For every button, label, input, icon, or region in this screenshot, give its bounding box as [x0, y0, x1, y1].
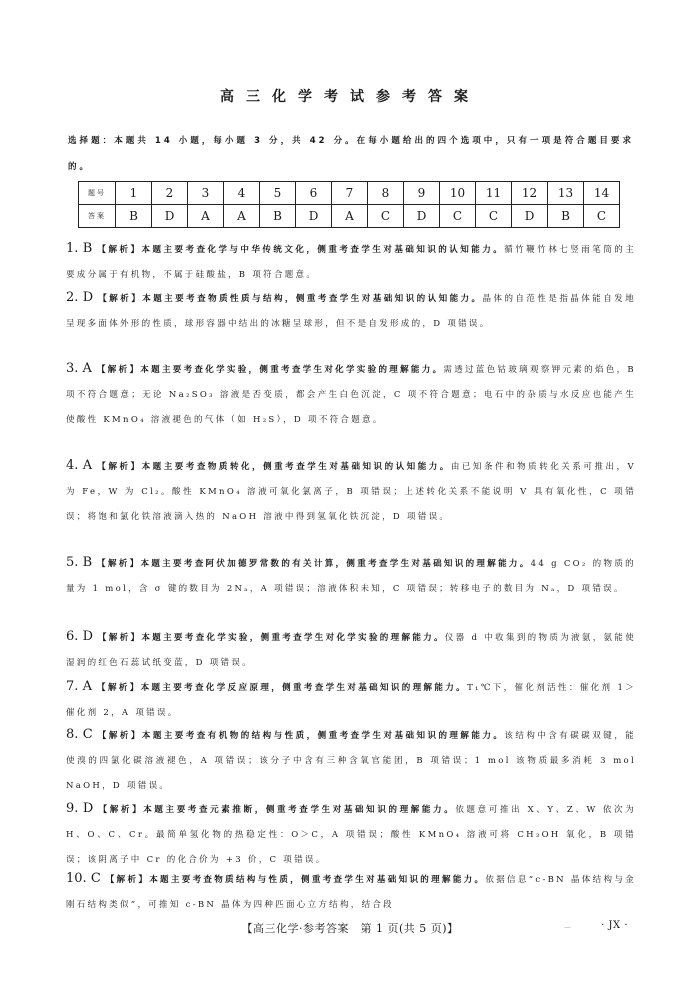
- item-number: 5. B: [66, 555, 93, 570]
- item-number: 6. D: [66, 629, 93, 644]
- answer-cell: A: [224, 205, 260, 228]
- page-footer: [0, 920, 700, 936]
- explanation-item-3: [66, 356, 636, 433]
- answer-cell: C: [584, 205, 620, 228]
- item-lead: 本题主要考查物质性质与结构，侧重考查学生对基础知识的认知能力。: [142, 294, 483, 304]
- explanation-item-1: [66, 236, 636, 288]
- answer-cell: D: [296, 205, 332, 228]
- item-body: 依题意可推出 X、Y、Z、W 依次为 H、O、C、Cr。最简单氢化物的热稳定性：O＞C，A 项错误；酸性 KMnO₄ 溶液可将 CH₃OH 氧化，B 项错误；该阴离子中 Cr 的化合价为 +3 价，C 项错误。: [66, 805, 636, 865]
- item-number: 7. A: [66, 679, 93, 694]
- item-lead: 本题主要考查阿伏加德罗常数的有关计算，侧重考查学生对基础知识的理解能力。: [140, 559, 531, 569]
- answer-cell: A: [332, 205, 368, 228]
- item-number: 4. A: [66, 458, 93, 473]
- question-number: 4: [224, 182, 260, 205]
- item-number: 3. A: [66, 361, 92, 376]
- analysis-tag: 【解析】: [98, 633, 142, 643]
- question-number: 8: [368, 182, 404, 205]
- explanation-item-10: [66, 866, 636, 916]
- analysis-tag: 【解析】: [97, 683, 141, 693]
- item-body: 晶体的自范性是指晶体能自发地呈现多面体外形的性质，球形容器中结出的冰糖呈球形，但不是自发形成的，D 项错误。: [66, 294, 636, 329]
- explanation-item-9: [66, 796, 636, 873]
- item-body: T₁℃下，催化剂活性：催化剂 1＞催化剂 2，A 项错误。: [66, 683, 636, 718]
- item-number: 2. D: [66, 290, 94, 305]
- answer-cell: A: [188, 205, 224, 228]
- question-number: 6: [296, 182, 332, 205]
- item-lead: 本题主要考查化学与中华传统文化，侧重考查学生对基础知识的认知能力。: [141, 245, 505, 255]
- explanation-item-8: [66, 722, 636, 799]
- question-number: 1: [116, 182, 152, 205]
- footer-mark: －: [563, 923, 572, 932]
- analysis-tag: 【解析】: [96, 365, 141, 375]
- explanation-item-4: [66, 453, 636, 530]
- analysis-tag: 【解析】: [97, 462, 142, 472]
- question-number: 9: [404, 182, 440, 205]
- answer-cell: C: [440, 205, 476, 228]
- explanation-item-2: [66, 285, 636, 337]
- question-number: 10: [440, 182, 476, 205]
- explanation-item-7: [66, 674, 636, 726]
- analysis-tag: 【解析】: [97, 559, 141, 569]
- item-body: 仪器 d 中收集到的物质为液氨，氨能使湿润的红色石蕊试纸变蓝，D 项错误。: [66, 633, 637, 668]
- question-number: 5: [260, 182, 296, 205]
- footer-code: · JX ·: [601, 920, 628, 931]
- item-body: 循竹鞭竹林七竖雨笔筒的主要成分属于有机物，不属于硅酸盐，B 项符合题意。: [66, 245, 637, 280]
- answer-cell: B: [548, 205, 584, 228]
- answer-cell: B: [260, 205, 296, 228]
- item-lead: 本题主要考查物质结构与性质，侧重考查学生对基础知识的理解能力。: [149, 875, 486, 885]
- explanation-item-6: [66, 624, 636, 676]
- item-number: 1. B: [66, 241, 93, 256]
- answer-cell: D: [512, 205, 548, 228]
- item-lead: 本题主要考查化学反应原理，侧重考查学生对基础知识的理解能力。: [140, 683, 468, 693]
- question-number: 7: [332, 182, 368, 205]
- row-label-number: 题号: [79, 182, 116, 205]
- analysis-tag: 【解析】: [98, 805, 144, 815]
- question-number: 11: [476, 182, 512, 205]
- answer-cell: D: [152, 205, 188, 228]
- analysis-tag: 【解析】: [97, 245, 142, 255]
- answer-cell: B: [116, 205, 152, 228]
- item-number: 10. C: [66, 871, 101, 886]
- item-body: 需透过蓝色钴玻璃观察钾元素的焰色，B 项不符合题意；无论 Na₂SO₃ 溶液是否变质，都会产生白色沉淀，C 项不符合题意；电石中的杂质与水反应也能产生使酸性 KMnO₄ 溶液褪色的气体（如 H₂S），D 项不符合题意。: [66, 365, 636, 425]
- question-number: 14: [584, 182, 620, 205]
- question-number: 12: [512, 182, 548, 205]
- analysis-tag: 【解析】: [105, 875, 150, 885]
- item-body: 依据信息“c-BN 晶体结构与金刚石结构类似”，可推知 c-BN 晶体为四种匹面心立方结构，结合段: [66, 875, 636, 910]
- table-row-numbers: [79, 182, 620, 205]
- answer-cell: C: [476, 205, 512, 228]
- item-lead: 本题主要考查物质转化，侧重考查学生对基础知识的认知能力。: [141, 462, 451, 472]
- footer-text: 【高三化学·参考答案 第 1 页(共 5 页)】: [241, 922, 459, 935]
- answer-table: [78, 181, 620, 228]
- item-body: 该结构中含有碳碳双键，能使溴的四氯化碳溶液褪色，A 项错误；该分子中含有三种含氧官能团，B 项错误；1 mol 该物质最多消耗 3 mol NaOH，D 项错误。: [66, 731, 637, 791]
- question-number: 13: [548, 182, 584, 205]
- analysis-tag: 【解析】: [98, 294, 143, 304]
- item-number: 8. C: [66, 727, 93, 742]
- answer-cell: D: [404, 205, 440, 228]
- row-label-answer: 答案: [79, 205, 116, 228]
- analysis-tag: 【解析】: [97, 731, 142, 741]
- item-lead: 本题主要考查化学实验，侧重考查学生对化学实验的理解能力。: [141, 633, 445, 643]
- table-row-answers: [79, 205, 620, 228]
- item-body: 由已知条件和物质转化关系可推出，V 为 Fe，W 为 Cl₂。酸性 KMnO₄ 溶液可氧化氯离子，B 项错误；上述转化关系不能说明 V 具有氧化性，C 项错误；将饱和氯化铁溶液滴入热的 NaOH 溶液中得到氢氧化铁沉淀，D 项错误。: [66, 462, 636, 522]
- page-title: 高三化学考试参考答案: [220, 89, 480, 105]
- section-intro: 选择题：本题共 14 小题，每小题 3 分，共 42 分。在每小题给出的四个选项中，只有一项是符合题目要求的。: [68, 136, 634, 172]
- item-lead: 本题主要考查有机物的结构与性质，侧重考查学生对基础知识的理解能力。: [141, 731, 505, 741]
- item-lead: 本题主要考查元素推断，侧重考查学生对基础知识的理解能力。: [143, 805, 456, 815]
- answer-cell: C: [368, 205, 404, 228]
- item-body: 44 g CO₂ 的物质的量为 1 mol，含 σ 键的数目为 2Nₐ，A 项错误；溶液体积未知，C 项错误；转移电子的数目为 Nₐ，D 项错误。: [66, 559, 636, 594]
- question-number: 3: [188, 182, 224, 205]
- question-number: 2: [152, 182, 188, 205]
- explanation-item-5: [66, 550, 636, 602]
- item-number: 9. D: [66, 801, 94, 816]
- item-lead: 本题主要考查化学实验，侧重考查学生对化学实验的理解能力。: [140, 365, 444, 375]
